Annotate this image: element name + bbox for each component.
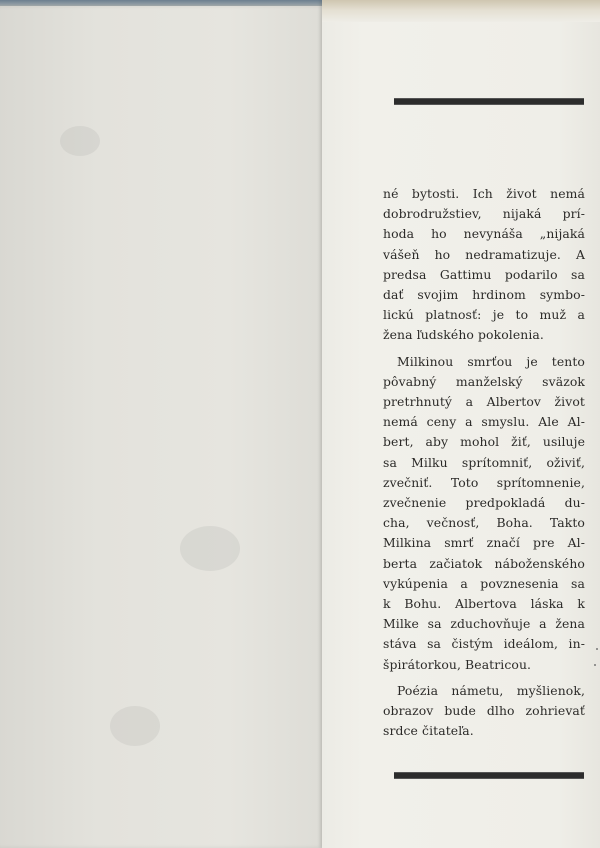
- blank-left-page: [0, 6, 326, 848]
- text-line: lickú platnosť: je to muž a: [383, 307, 585, 323]
- top-decorative-rule: [394, 98, 584, 105]
- paper-speck: [596, 648, 598, 650]
- paragraph-3: [383, 681, 585, 742]
- paper-stain: [110, 706, 160, 746]
- text-line: dobrodružstiev, nijaká prí-: [383, 206, 585, 222]
- text-line: zvečnenie predpokladá du-: [383, 495, 585, 511]
- text-line: srdce čitateľa.: [383, 723, 474, 739]
- flap-text: [383, 184, 585, 747]
- paper-stain: [180, 526, 240, 571]
- text-line: nemá ceny a smyslu. Ale Al-: [383, 414, 585, 430]
- text-line: Milkina smrť značí pre Al-: [383, 535, 585, 551]
- paper-stain: [60, 126, 100, 156]
- text-line: pôvabný manželský sväzok: [383, 373, 585, 389]
- text-line: zvečniť. Toto sprítomnenie,: [383, 474, 585, 490]
- text-line: dať svojim hrdinom symbo-: [383, 287, 585, 303]
- bottom-decorative-rule: [394, 772, 584, 779]
- text-line: né bytosti. Ich život nemá: [383, 186, 585, 201]
- text-line: bert, aby mohol žiť, usiluje: [383, 434, 585, 450]
- text-line: vykúpenia a povznesenia sa: [383, 575, 585, 591]
- text-line: k Bohu. Albertova láska k: [383, 596, 585, 612]
- text-line: obrazov bude dlho zohrievať: [383, 703, 585, 719]
- text-line: Milkinou smrťou je tento: [397, 353, 585, 369]
- paragraph-1: [383, 184, 585, 346]
- text-line: berta začiatok náboženského: [383, 555, 585, 571]
- text-line: vášeň ho nedramatizuje. A: [383, 246, 585, 262]
- paragraph-2: [383, 352, 585, 675]
- text-line: pretrhnutý a Albertov život: [383, 394, 585, 410]
- text-line: sa Milku sprítomniť, oživiť,: [383, 454, 585, 470]
- text-line: špirátorkou, Beatricou.: [383, 656, 532, 672]
- paper-speck: [594, 664, 596, 666]
- text-line: hoda ho nevynáša „nijaká: [383, 226, 585, 242]
- text-line: predsa Gattimu podarilo sa: [383, 266, 585, 282]
- text-line: žena ľudského pokolenia.: [383, 327, 544, 343]
- text-line: Milke sa zduchovňuje a žena: [383, 616, 585, 632]
- flap-worn-edge: [322, 0, 600, 22]
- text-line: Poézia námetu, myšlienok,: [397, 682, 585, 698]
- text-line: stáva sa čistým ideálom, in-: [383, 636, 585, 652]
- text-line: cha, večnosť, Boha. Takto: [383, 515, 585, 531]
